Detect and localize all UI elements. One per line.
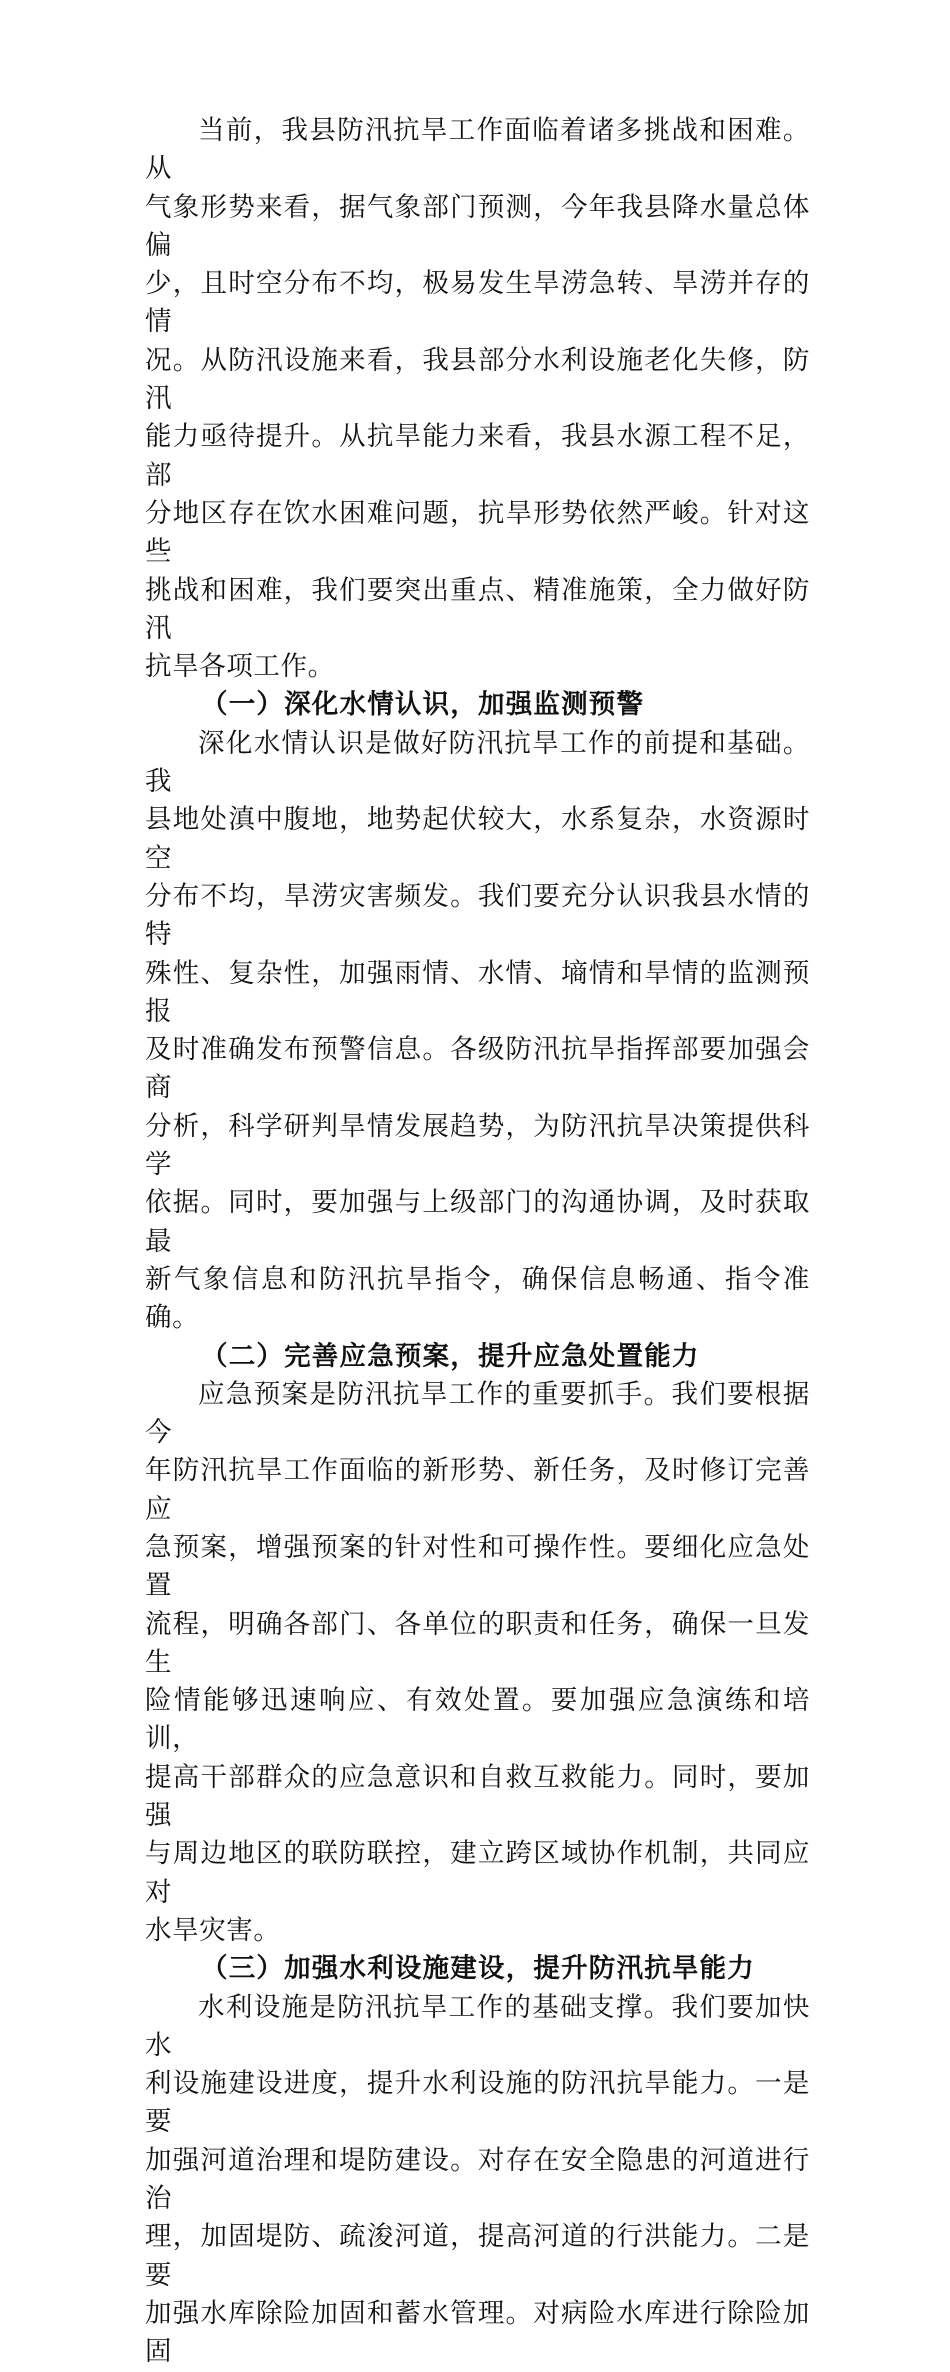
section-heading-3: （三）加强水利设施建设，提升防汛抗旱能力 [201,1953,755,1985]
paragraph-intro: 当前，我县防汛抗旱工作面临着诸多挑战和困难。从 气象形势来看，据气象部门预测，今年我县降水量总体偏 少，且时空分布不均，极易发生旱涝急转、旱涝并存的情 况。从防汛设施来看，我县部分水利设施老化失修，防汛 能力亟待提升。从抗旱能力来看，我县水源工程不足，部 分地区存在饮水困难问题，抗旱形势依然严峻。针对这些 挑战和困难，我们要突出重点、精准施策，全力做好防汛 抗旱各项工作。 [145,115,810,683]
document-page [145,112,810,2372]
paragraph-section-3: 水利设施是防汛抗旱工作的基础支撑。我们要加快水 利设施建设进度，提升水利设施的防汛抗旱能力。一是要 加强河道治理和堤防建设。对存在安全隐患的河道进行治 理，加固堤防、疏浚河道，提高河道的行洪能力。二是要 加强水库除险加固和蓄水管理。对病险水库进行除险加固 [145,1991,810,2368]
section-heading-2: （二）完善应急预案，提升应急处置能力 [201,1340,700,1372]
section-heading-1: （一）深化水情认识，加强监测预警 [201,689,645,721]
paragraph-section-2: 应急预案是防汛抗旱工作的重要抓手。我们要根据今 年防汛抗旱工作面临的新形势、新任务，及时修订完善应 急预案，增强预案的针对性和可操作性。要细化应急处置 流程，明确各部门、各单位的职责和任务，确保一旦发生 险情能够迅速响应、有效处置。要加强应急演练和培训， 提高干部群众的应急意识和自救互救能力。同时，要加强 与周边地区的联防联控，建立跨区域协作机制，共同应对 水旱灾害。 [145,1378,810,1946]
paragraph-section-1: 深化水情认识是做好防汛抗旱工作的前提和基础。我 县地处滇中腹地，地势起伏较大，水系复杂，水资源时空 分布不均，旱涝灾害频发。我们要充分认识我县水情的特 殊性、复杂性，加强雨情、水情、墒情和旱情的监测预报 及时准确发布预警信息。各级防汛抗旱指挥部要加强会商 分析，科学研判旱情发展趋势，为防汛抗旱决策提供科学 依据。同时，要加强与上级部门的沟通协调，及时获取最 新气象信息和防汛抗旱指令，确保信息畅通、指令准确。 [145,727,810,1334]
